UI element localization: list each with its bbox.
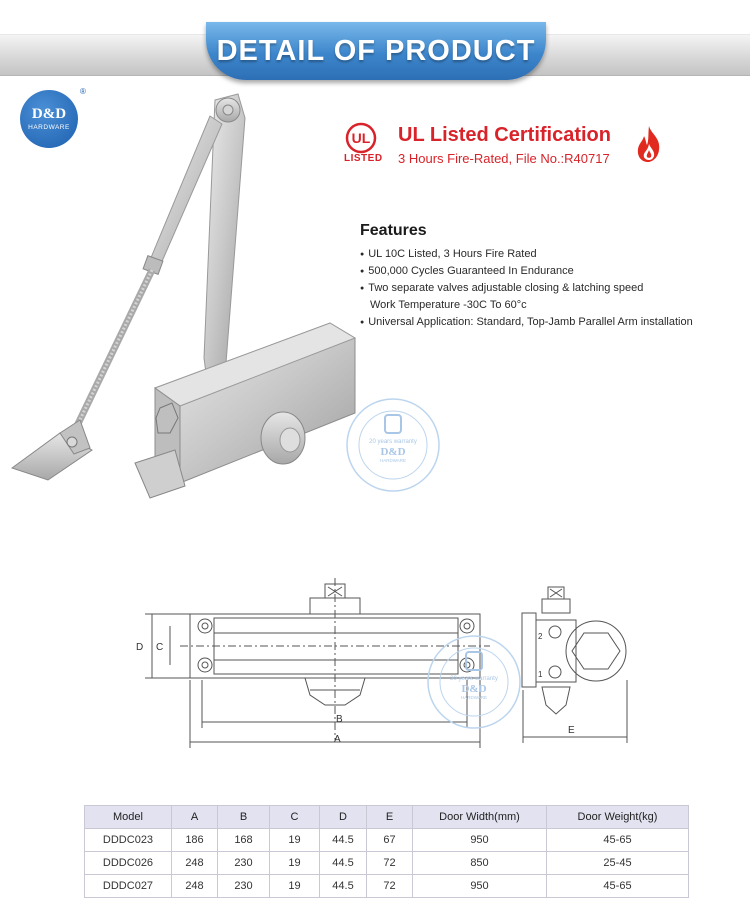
dim-label-a: A (334, 734, 341, 745)
watermark-seal-bottom (424, 632, 524, 732)
table-cell: 45-65 (547, 829, 689, 852)
svg-text:D&D: D&D (380, 446, 406, 458)
certification-subtitle: 3 Hours Fire-Rated, File No.:R40717 (398, 151, 610, 166)
features-list (360, 246, 693, 331)
table-cell: 950 (413, 875, 547, 898)
side-label-1: 1 (538, 670, 543, 679)
features-heading: Features (360, 222, 427, 239)
dim-label-b: B (336, 714, 343, 725)
svg-text:20 years warranty: 20 years warranty (450, 676, 498, 682)
feature-item: ● Universal Application: Standard, Top-Jamb Parallel Arm installation (360, 314, 693, 331)
logo-main-text: D&D (31, 106, 67, 122)
ul-listed-label: LISTED (344, 153, 383, 164)
table-row (85, 875, 689, 898)
door-closer-product-image (0, 88, 360, 508)
specification-table (84, 805, 689, 898)
header-tab (206, 22, 546, 80)
column-header: A (172, 806, 218, 829)
table-cell: 72 (367, 852, 413, 875)
page-title: DETAIL OF PRODUCT (216, 34, 536, 67)
table-cell: 67 (367, 829, 413, 852)
logo-sub-text: HARDWARE (28, 124, 70, 131)
table-cell: 44.5 (320, 852, 367, 875)
table-cell: 19 (270, 875, 320, 898)
table-cell: 44.5 (320, 829, 367, 852)
svg-text:20 years warranty: 20 years warranty (369, 439, 417, 445)
dim-label-c: C (156, 642, 164, 653)
fire-icon (633, 124, 665, 164)
column-header: Door Weight(kg) (547, 806, 689, 829)
feature-item: ● 500,000 Cycles Guaranteed In Endurance (360, 263, 693, 280)
feature-item: Work Temperature -30C To 60°c (370, 299, 527, 311)
table-cell: 248 (172, 852, 218, 875)
column-header: B (218, 806, 270, 829)
table-cell: 44.5 (320, 875, 367, 898)
table-cell: 19 (270, 852, 320, 875)
table-cell: DDDC026 (85, 852, 172, 875)
watermark-seal-top (343, 395, 443, 495)
table-cell: 45-65 (547, 875, 689, 898)
svg-text:HARDWARE: HARDWARE (460, 695, 488, 700)
table-cell: DDDC027 (85, 875, 172, 898)
table-cell: 186 (172, 829, 218, 852)
certification-title: UL Listed Certification (398, 124, 611, 146)
column-header: C (270, 806, 320, 829)
table-cell: 168 (218, 829, 270, 852)
feature-item: ● UL 10C Listed, 3 Hours Fire Rated (360, 246, 693, 263)
feature-item: ● Two separate valves adjustable closing & latching speed (360, 280, 693, 297)
table-row (85, 852, 689, 875)
table-row (85, 829, 689, 852)
table-cell: 850 (413, 852, 547, 875)
column-header: Model (85, 806, 172, 829)
table-cell: DDDC023 (85, 829, 172, 852)
side-label-2: 2 (538, 632, 543, 641)
column-header: E (367, 806, 413, 829)
ul-badge-text: UL (351, 130, 371, 146)
registered-mark: ® (80, 87, 86, 96)
column-header: Door Width(mm) (413, 806, 547, 829)
table-cell: 72 (367, 875, 413, 898)
dim-label-e: E (568, 725, 575, 736)
svg-text:HARDWARE: HARDWARE (379, 458, 407, 463)
table-cell: 950 (413, 829, 547, 852)
column-header: D (320, 806, 367, 829)
dimension-drawing (0, 570, 750, 760)
table-header-row (85, 806, 689, 829)
table-cell: 19 (270, 829, 320, 852)
svg-text:D&D: D&D (461, 683, 487, 695)
table-cell: 230 (218, 875, 270, 898)
dim-label-d: D (136, 642, 144, 653)
table-cell: 248 (172, 875, 218, 898)
table-cell: 25-45 (547, 852, 689, 875)
table-cell: 230 (218, 852, 270, 875)
